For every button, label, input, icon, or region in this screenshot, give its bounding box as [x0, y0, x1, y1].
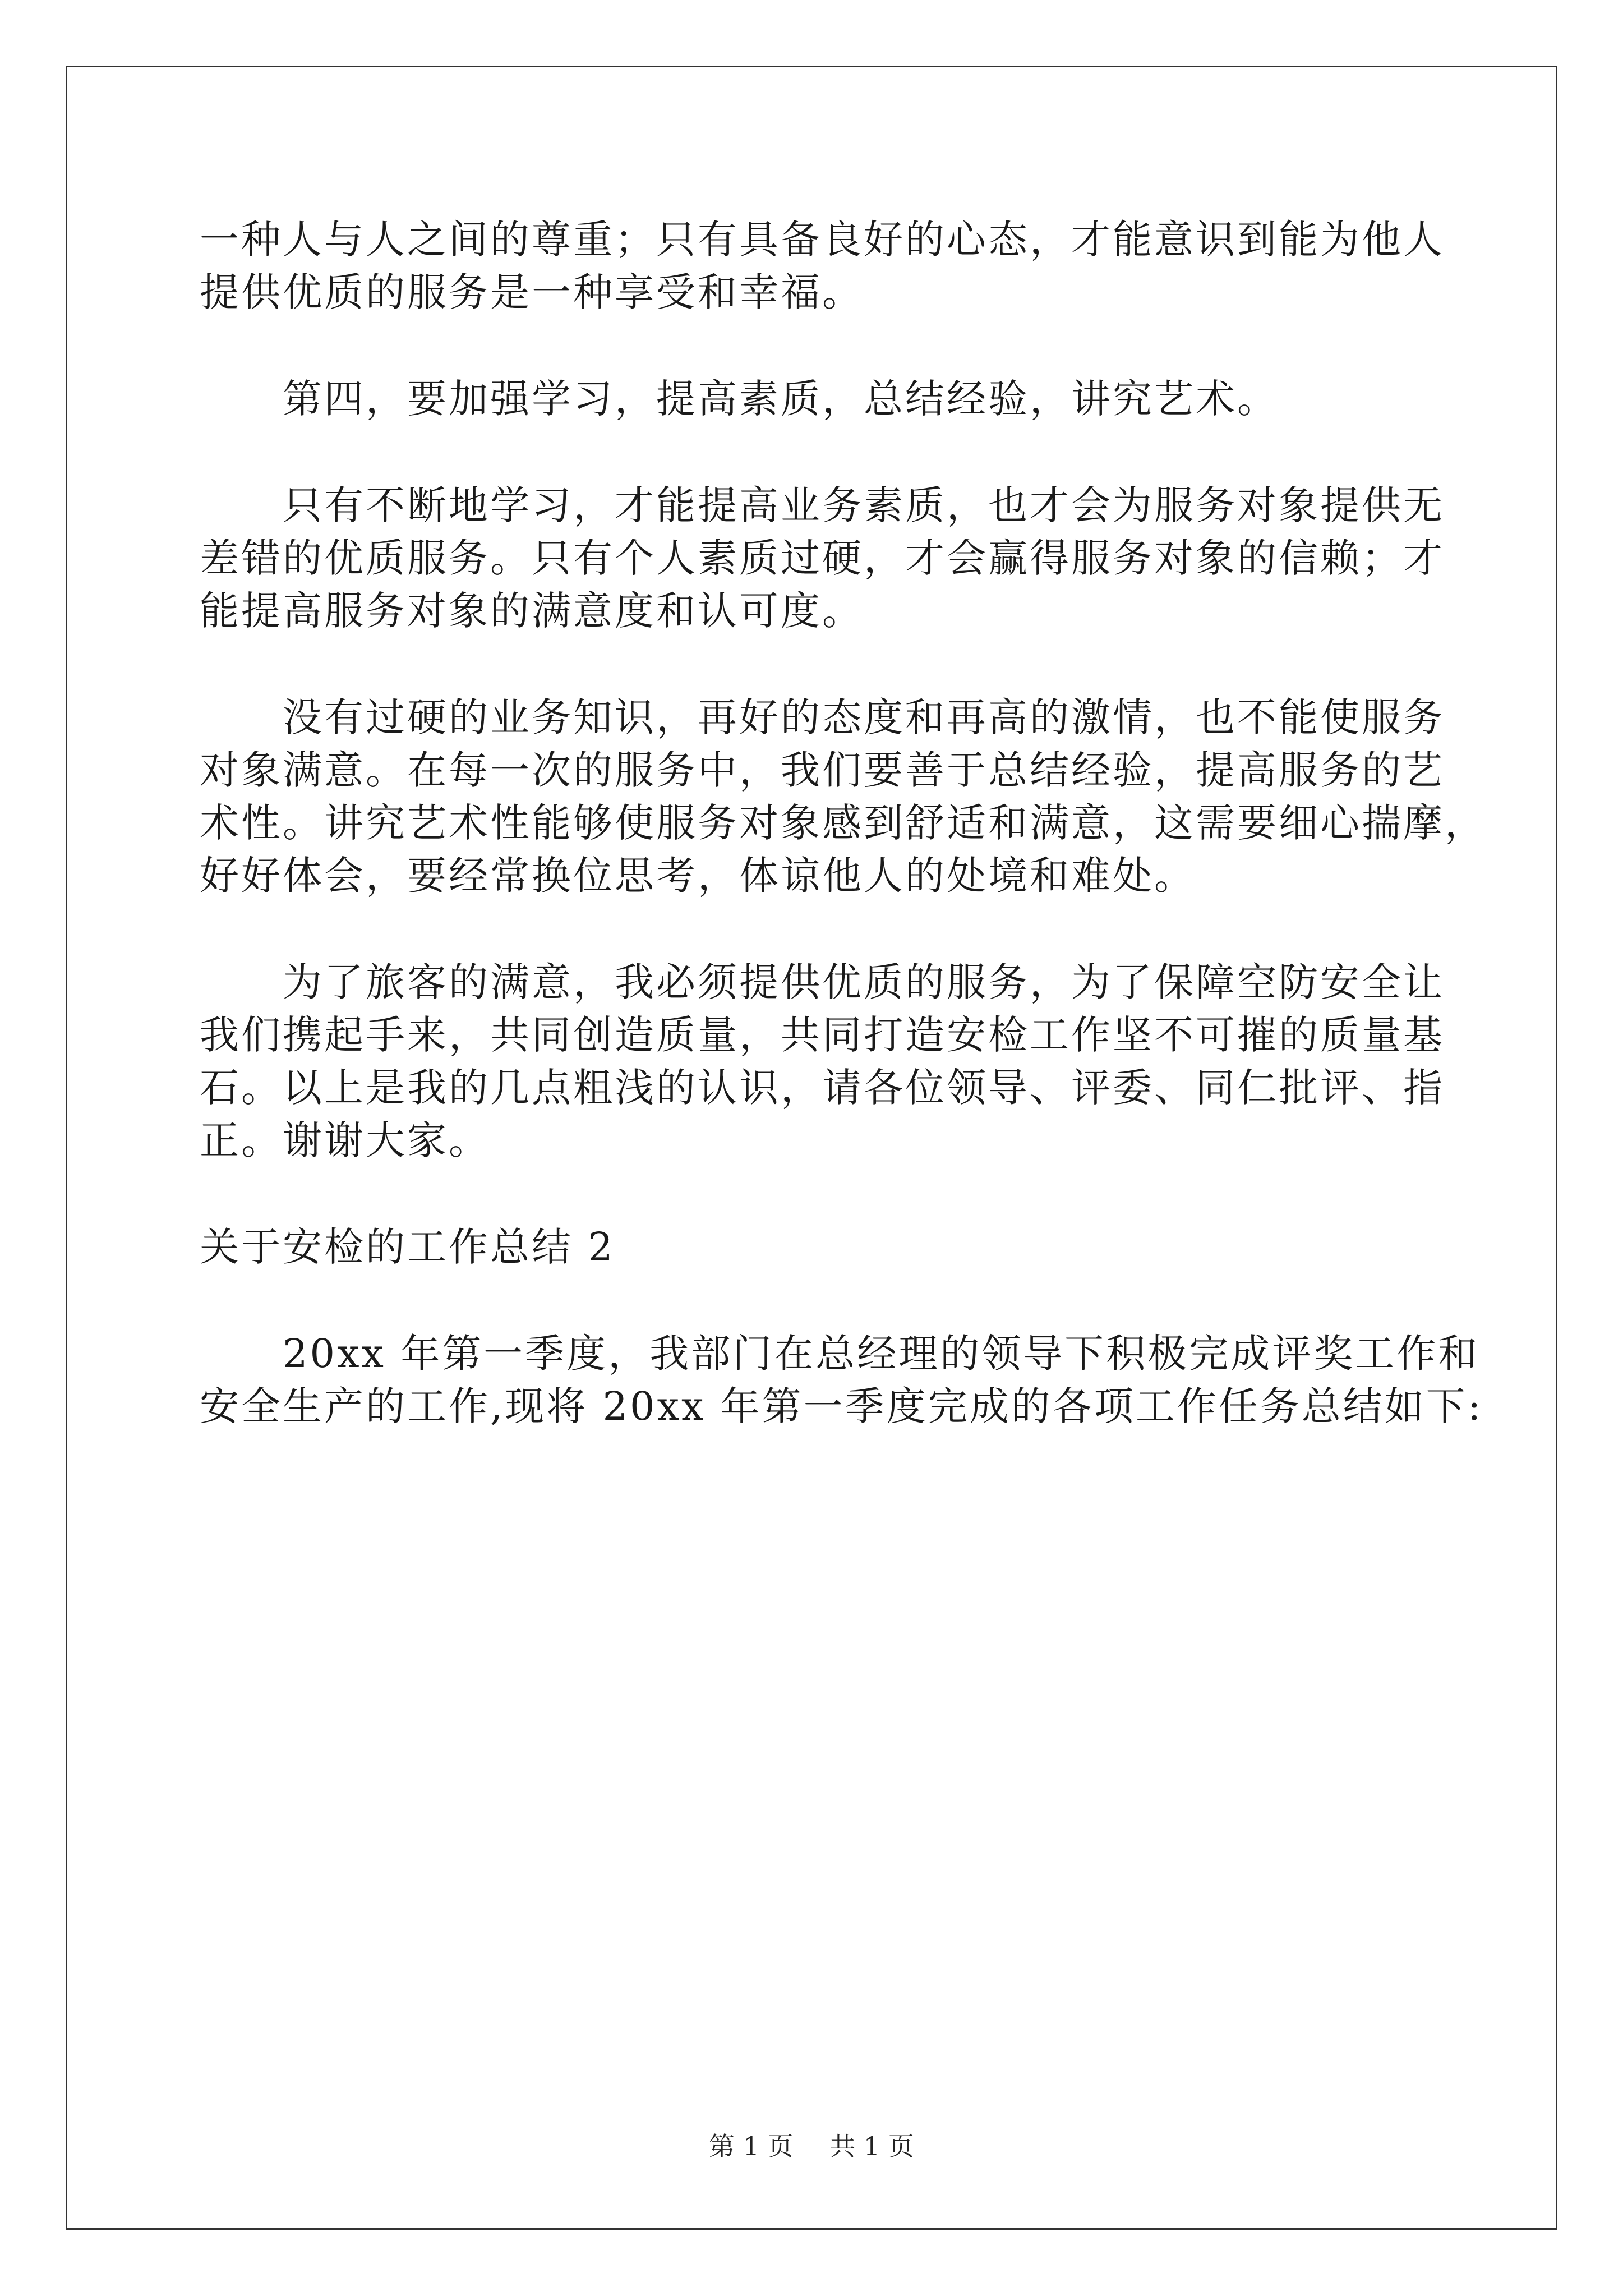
- paragraph: [200, 479, 1445, 637]
- paragraph: [200, 1327, 1483, 1433]
- page-number: 第 1 页: [709, 2131, 794, 2161]
- text-line: 对象满意。在每一次的服务中，我们要善于总结经验，提高服务的艺: [200, 747, 1445, 793]
- text-line: 为了旅客的满意，我必须提供优质的服务，为了保障空防安全让: [283, 959, 1445, 1005]
- text-line: 只有不断地学习，才能提高业务素质，也才会为服务对象提供无: [283, 482, 1445, 528]
- page-total: 共 1 页: [829, 2131, 914, 2161]
- text-line: 20xx 年第一季度，我部门在总经理的领导下积极完成评奖工作和: [283, 1331, 1480, 1377]
- text-line: 没有过硬的业务知识，再好的态度和再高的激情，也不能使服务: [283, 694, 1445, 740]
- text-line: 一种人与人之间的尊重；只有具备良好的心态，才能意识到能为他人: [200, 217, 1445, 263]
- text-line: 术性。讲究艺术性能够使服务对象感到舒适和满意，这需要细心揣摩，: [200, 800, 1486, 846]
- text-line: 差错的优质服务。只有个人素质过硬，才会赢得服务对象的信赖；才: [200, 535, 1445, 581]
- section-heading: [200, 1221, 1433, 1273]
- page-footer: [0, 2126, 1623, 2163]
- text-line: 正。谢谢大家。: [200, 1117, 490, 1163]
- text-line: 安全生产的工作,现将 20xx 年第一季度完成的各项工作任务总结如下:: [200, 1383, 1483, 1429]
- text-line: 我们携起手来，共同创造质量，共同打造安检工作坚不可摧的质量基: [200, 1012, 1445, 1058]
- text-line: 好好体会，要经常换位思考，体谅他人的处境和难处。: [200, 853, 1196, 899]
- paragraph: [200, 372, 1433, 425]
- paragraph: [200, 691, 1486, 902]
- text-line: 石。以上是我的几点粗浅的认识，请各位领导、评委、同仁批评、指: [200, 1065, 1445, 1111]
- document-body: [200, 213, 1486, 1487]
- text-line: 提供优质的服务是一种享受和幸福。: [200, 269, 864, 315]
- text-line: 第四，要加强学习，提高素质，总结经验，讲究艺术。: [283, 376, 1279, 422]
- text-line: 能提高服务对象的满意度和认可度。: [200, 588, 864, 634]
- paragraph: [200, 213, 1445, 319]
- paragraph: [200, 956, 1445, 1167]
- section-title: 关于安检的工作总结 2: [200, 1224, 615, 1270]
